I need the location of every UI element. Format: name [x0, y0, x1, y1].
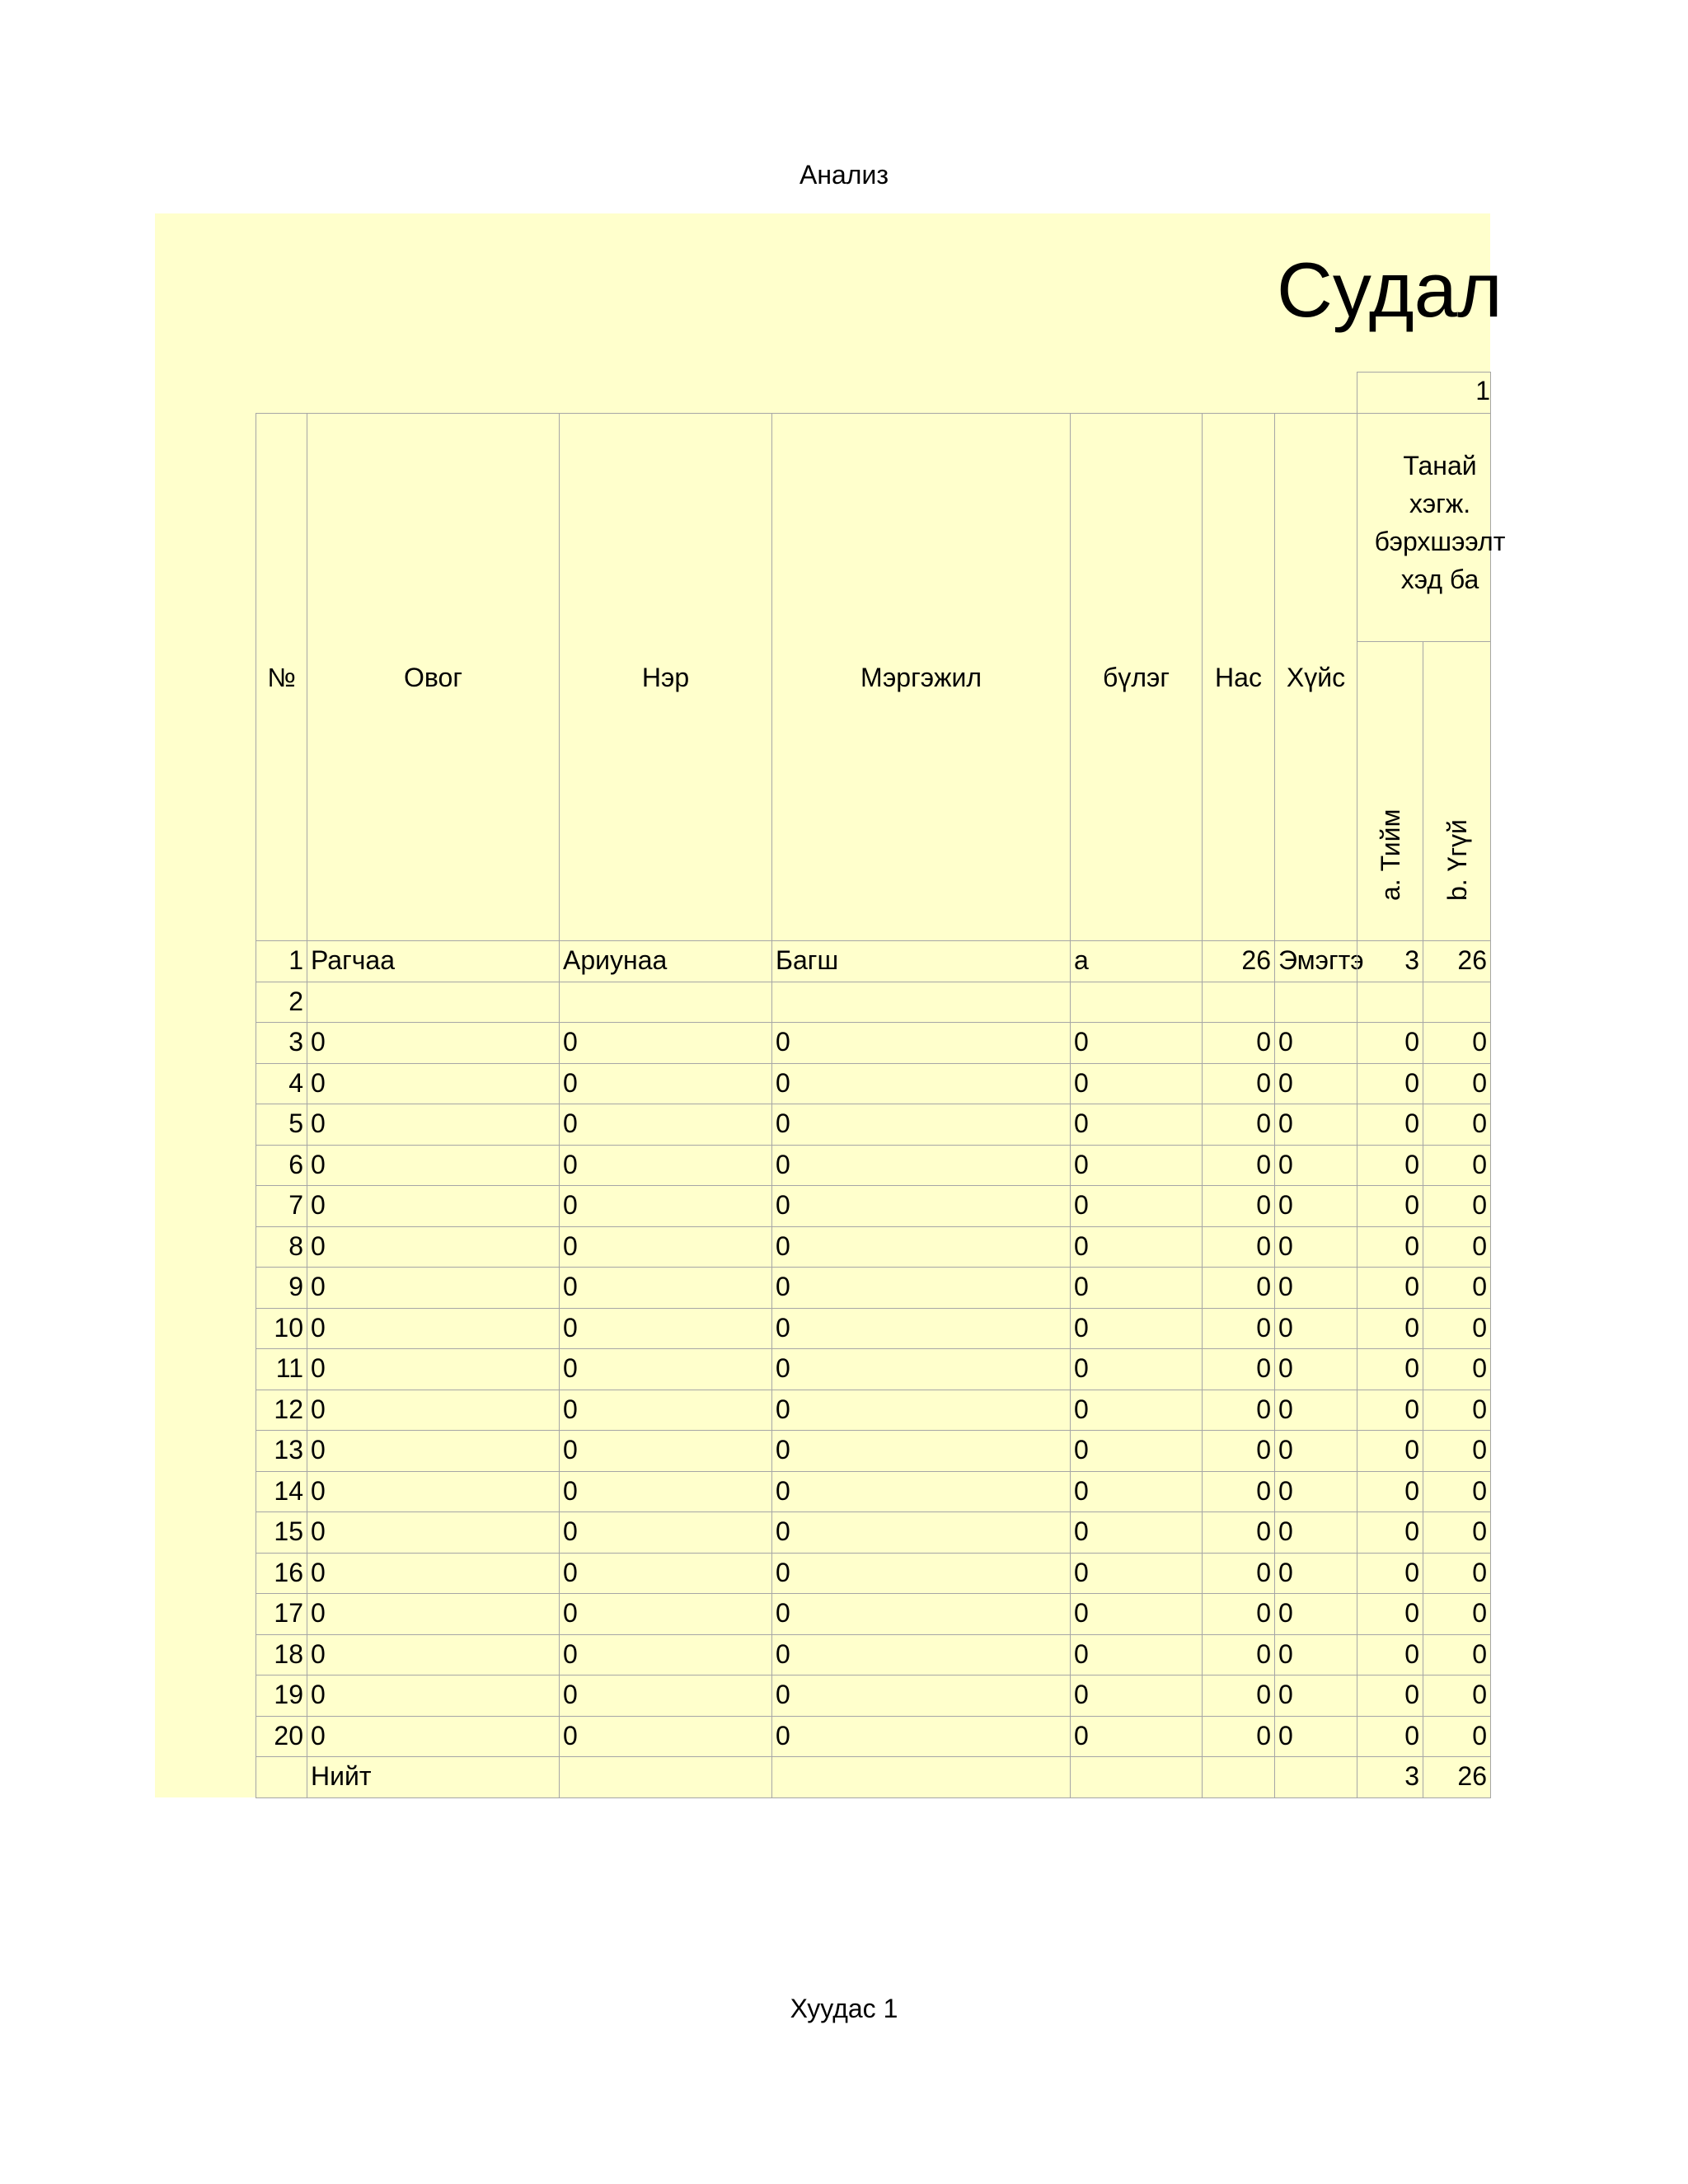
- table-row-col-nas: 0: [1202, 1226, 1275, 1268]
- table-row-col-b-ugui: 26: [1423, 940, 1491, 982]
- table-row-col-mergejil: 0: [771, 1185, 1071, 1227]
- table-row-col-b-ugui: 0: [1423, 1226, 1491, 1268]
- table-row-col-a-tiim: 0: [1357, 1430, 1423, 1472]
- table-row-col-no: 20: [256, 1716, 307, 1758]
- table-row-col-nas: 0: [1202, 1022, 1275, 1064]
- table-row-col-ovog: 0: [307, 1716, 560, 1758]
- col-khuis-header: Хүйс: [1274, 413, 1357, 941]
- table-row-col-ner: 0: [559, 1593, 772, 1635]
- table-row-col-buleg: а: [1070, 940, 1203, 982]
- table-row-col-no: 3: [256, 1022, 307, 1064]
- table-row-col-b-ugui: 0: [1423, 1675, 1491, 1717]
- table-row-col-buleg: 0: [1070, 1634, 1203, 1676]
- question-line: хэгж.: [1409, 489, 1471, 518]
- table-row-col-mergejil: 0: [771, 1063, 1071, 1105]
- table-row-col-mergejil: 0: [771, 1104, 1071, 1146]
- table-row-col-ovog: [307, 982, 560, 1024]
- table-row-col-khuis: 0: [1274, 1308, 1357, 1350]
- table-row-col-ner: 0: [559, 1430, 772, 1472]
- table-row-col-no: 2: [256, 982, 307, 1024]
- table-row-col-a-tiim: 0: [1357, 1063, 1423, 1105]
- table-row-col-buleg: 0: [1070, 1267, 1203, 1309]
- table-row-col-buleg: 0: [1070, 1716, 1203, 1758]
- table-row-col-no: 4: [256, 1063, 307, 1105]
- table-row-col-b-ugui: 0: [1423, 1593, 1491, 1635]
- table-row-col-no: 5: [256, 1104, 307, 1146]
- question-line: хэд ба: [1400, 565, 1479, 594]
- table-row-col-khuis: Эмэгтэ: [1274, 940, 1357, 982]
- table-row-col-nas: 0: [1202, 1185, 1275, 1227]
- table-row-col-mergejil: 0: [771, 1430, 1071, 1472]
- table-row-col-b-ugui: 0: [1423, 1185, 1491, 1227]
- table-row-col-buleg: 0: [1070, 1185, 1203, 1227]
- table-row-col-ovog: 0: [307, 1675, 560, 1717]
- table-row-col-no: 9: [256, 1267, 307, 1309]
- table-row-col-nas: 0: [1202, 1553, 1275, 1595]
- col-a-tiim-header: [1357, 641, 1423, 941]
- total-row-col-nas: [1202, 1756, 1275, 1798]
- table-row-col-no: 16: [256, 1553, 307, 1595]
- table-row-col-buleg: 0: [1070, 1348, 1203, 1390]
- table-row-col-ner: Ариунаа: [559, 940, 772, 982]
- table-row-col-nas: 0: [1202, 1511, 1275, 1554]
- table-row-col-buleg: 0: [1070, 1308, 1203, 1350]
- table-row-col-mergejil: 0: [771, 1593, 1071, 1635]
- table-row-col-no: 1: [256, 940, 307, 982]
- table-row-col-ner: 0: [559, 1675, 772, 1717]
- table-row-col-b-ugui: 0: [1423, 1348, 1491, 1390]
- table-row-col-no: 8: [256, 1226, 307, 1268]
- table-row-col-buleg: 0: [1070, 1104, 1203, 1146]
- table-row-col-ovog: 0: [307, 1104, 560, 1146]
- table-row-col-b-ugui: 0: [1423, 1104, 1491, 1146]
- table-row-col-buleg: 0: [1070, 1471, 1203, 1513]
- table-row-col-mergejil: 0: [771, 1390, 1071, 1432]
- table-row-col-buleg: [1070, 982, 1203, 1024]
- total-row-col-a-tiim: 3: [1357, 1756, 1423, 1798]
- table-row-col-ovog: 0: [307, 1308, 560, 1350]
- table-row-col-khuis: 0: [1274, 1471, 1357, 1513]
- question-line: Танай: [1403, 451, 1477, 480]
- table-row-col-b-ugui: 0: [1423, 1634, 1491, 1676]
- table-row-col-buleg: 0: [1070, 1430, 1203, 1472]
- table-row-col-no: 17: [256, 1593, 307, 1635]
- table-row-col-b-ugui: 0: [1423, 1267, 1491, 1309]
- table-row-col-ovog: 0: [307, 1511, 560, 1554]
- table-row-col-buleg: 0: [1070, 1593, 1203, 1635]
- table-row-col-b-ugui: 0: [1423, 1308, 1491, 1350]
- table-row-col-b-ugui: 0: [1423, 1390, 1491, 1432]
- table-row-col-no: 19: [256, 1675, 307, 1717]
- table-row-col-buleg: 0: [1070, 1675, 1203, 1717]
- table-row-col-nas: 0: [1202, 1308, 1275, 1350]
- col-buleg-header: бүлэг: [1070, 413, 1203, 941]
- table-row-col-ovog: 0: [307, 1185, 560, 1227]
- table-row-col-ner: 0: [559, 1716, 772, 1758]
- table-row-col-a-tiim: 0: [1357, 1716, 1423, 1758]
- table-row-col-b-ugui: 0: [1423, 1145, 1491, 1187]
- table-row-col-a-tiim: 0: [1357, 1226, 1423, 1268]
- table-row-col-khuis: 0: [1274, 1226, 1357, 1268]
- table-row-col-mergejil: 0: [771, 1634, 1071, 1676]
- table-row-col-a-tiim: 0: [1357, 1675, 1423, 1717]
- table-row-col-khuis: 0: [1274, 1145, 1357, 1187]
- table-row-col-ner: 0: [559, 1022, 772, 1064]
- page-header: Анализ: [799, 160, 889, 190]
- table-row-col-ovog: 0: [307, 1226, 560, 1268]
- table-row-col-a-tiim: 3: [1357, 940, 1423, 982]
- table-row-col-a-tiim: 0: [1357, 1145, 1423, 1187]
- total-row-col-no: [256, 1756, 307, 1798]
- table-row-col-mergejil: 0: [771, 1308, 1071, 1350]
- total-row-col-b-ugui: 26: [1423, 1756, 1491, 1798]
- table-row-col-khuis: 0: [1274, 1104, 1357, 1146]
- table-row-col-no: 6: [256, 1145, 307, 1187]
- table-row-col-a-tiim: 0: [1357, 1267, 1423, 1309]
- table-row-col-a-tiim: [1357, 982, 1423, 1024]
- table-row-col-b-ugui: 0: [1423, 1716, 1491, 1758]
- table-row-col-buleg: 0: [1070, 1145, 1203, 1187]
- table-row-col-mergejil: 0: [771, 1022, 1071, 1064]
- table-row-col-a-tiim: 0: [1357, 1634, 1423, 1676]
- table-row-col-buleg: 0: [1070, 1390, 1203, 1432]
- table-row-col-b-ugui: 0: [1423, 1553, 1491, 1595]
- col-nas-header: Нас: [1202, 413, 1275, 941]
- table-row-col-ovog: 0: [307, 1063, 560, 1105]
- table-row-col-buleg: 0: [1070, 1022, 1203, 1064]
- table-row-col-mergejil: 0: [771, 1675, 1071, 1717]
- question-group-number: 1: [1357, 372, 1491, 414]
- table-row-col-mergejil: 0: [771, 1716, 1071, 1758]
- table-row-col-ner: 0: [559, 1267, 772, 1309]
- table-row-col-nas: 0: [1202, 1145, 1275, 1187]
- table-row-col-a-tiim: 0: [1357, 1022, 1423, 1064]
- table-row-col-khuis: 0: [1274, 1348, 1357, 1390]
- table-row-col-a-tiim: 0: [1357, 1471, 1423, 1513]
- question-line: бэрхшээлт: [1374, 527, 1506, 556]
- table-row-col-buleg: 0: [1070, 1553, 1203, 1595]
- table-row-col-mergejil: Багш: [771, 940, 1071, 982]
- table-row-col-khuis: 0: [1274, 1553, 1357, 1595]
- table-row-col-no: 10: [256, 1308, 307, 1350]
- table-row-col-no: 14: [256, 1471, 307, 1513]
- table-row-col-ner: 0: [559, 1145, 772, 1187]
- total-row-col-mergejil: [771, 1756, 1071, 1798]
- table-row-col-a-tiim: 0: [1357, 1553, 1423, 1595]
- table-row-col-ner: 0: [559, 1553, 772, 1595]
- col-a-tiim-header-label: a. Тийм: [1375, 808, 1405, 901]
- table-row-col-no: 7: [256, 1185, 307, 1227]
- table-row-col-no: 15: [256, 1511, 307, 1554]
- table-row-col-mergejil: [771, 982, 1071, 1024]
- table-row-col-mergejil: 0: [771, 1348, 1071, 1390]
- table-row-col-khuis: 0: [1274, 1593, 1357, 1635]
- table-row-col-ner: 0: [559, 1390, 772, 1432]
- table-row-col-ner: 0: [559, 1104, 772, 1146]
- table-row-col-a-tiim: 0: [1357, 1390, 1423, 1432]
- table-row-col-a-tiim: 0: [1357, 1104, 1423, 1146]
- table-row-col-khuis: 0: [1274, 1185, 1357, 1227]
- table-row-col-nas: 0: [1202, 1430, 1275, 1472]
- table-row-col-no: 12: [256, 1390, 307, 1432]
- table-row-col-mergejil: 0: [771, 1267, 1071, 1309]
- table-row-col-a-tiim: 0: [1357, 1185, 1423, 1227]
- col-mergejil-header: Мэргэжил: [771, 413, 1071, 941]
- table-row-col-mergejil: 0: [771, 1553, 1071, 1595]
- table-row-col-nas: [1202, 982, 1275, 1024]
- table-row-col-mergejil: 0: [771, 1511, 1071, 1554]
- table-row-col-ovog: 0: [307, 1553, 560, 1595]
- table-row-col-nas: 0: [1202, 1675, 1275, 1717]
- col-no-header: №: [256, 413, 307, 941]
- table-row-col-khuis: 0: [1274, 1634, 1357, 1676]
- data-table: [256, 372, 1506, 1798]
- table-row-col-b-ugui: 0: [1423, 1063, 1491, 1105]
- table-row-col-ner: 0: [559, 1511, 772, 1554]
- table-row-col-khuis: 0: [1274, 1390, 1357, 1432]
- table-row-col-a-tiim: 0: [1357, 1308, 1423, 1350]
- table-row-col-nas: 0: [1202, 1390, 1275, 1432]
- table-row-col-ner: 0: [559, 1471, 772, 1513]
- table-row-col-buleg: 0: [1070, 1511, 1203, 1554]
- table-row-col-ner: 0: [559, 1185, 772, 1227]
- table-row-col-nas: 0: [1202, 1634, 1275, 1676]
- col-b-ugui-header: [1423, 641, 1491, 941]
- table-row-col-khuis: 0: [1274, 1063, 1357, 1105]
- table-row-col-nas: 0: [1202, 1348, 1275, 1390]
- question-text: [1357, 447, 1522, 598]
- table-row-col-b-ugui: 0: [1423, 1511, 1491, 1554]
- total-row-col-khuis: [1274, 1756, 1357, 1798]
- table-row-col-khuis: 0: [1274, 1267, 1357, 1309]
- table-row-col-nas: 0: [1202, 1593, 1275, 1635]
- table-row-col-ner: 0: [559, 1348, 772, 1390]
- table-row-col-ovog: 0: [307, 1471, 560, 1513]
- table-row-col-no: 18: [256, 1634, 307, 1676]
- table-row-col-a-tiim: 0: [1357, 1593, 1423, 1635]
- col-ovog-header: Овог: [307, 413, 560, 941]
- table-row-col-mergejil: 0: [771, 1226, 1071, 1268]
- table-row-col-ovog: 0: [307, 1348, 560, 1390]
- table-row-col-ovog: 0: [307, 1022, 560, 1064]
- table-row-col-b-ugui: 0: [1423, 1430, 1491, 1472]
- total-row-col-ovog: Нийт: [307, 1756, 560, 1798]
- table-row-col-no: 11: [256, 1348, 307, 1390]
- table-row-col-buleg: 0: [1070, 1063, 1203, 1105]
- table-row-col-ner: 0: [559, 1063, 772, 1105]
- table-row-col-khuis: 0: [1274, 1716, 1357, 1758]
- table-row-col-nas: 0: [1202, 1063, 1275, 1105]
- total-row-col-ner: [559, 1756, 772, 1798]
- table-row-col-khuis: 0: [1274, 1430, 1357, 1472]
- table-row-col-khuis: [1274, 982, 1357, 1024]
- sheet-title: Судал: [1277, 246, 1503, 333]
- table-row-col-b-ugui: 0: [1423, 1471, 1491, 1513]
- table-row-col-ner: [559, 982, 772, 1024]
- total-row-col-buleg: [1070, 1756, 1203, 1798]
- table-row-col-buleg: 0: [1070, 1226, 1203, 1268]
- table-row-col-khuis: 0: [1274, 1675, 1357, 1717]
- col-ner-header: Нэр: [559, 413, 772, 941]
- table-row-col-mergejil: 0: [771, 1471, 1071, 1513]
- table-row-col-ovog: Рагчаа: [307, 940, 560, 982]
- table-row-col-a-tiim: 0: [1357, 1348, 1423, 1390]
- table-row-col-ovog: 0: [307, 1390, 560, 1432]
- table-row-col-no: 13: [256, 1430, 307, 1472]
- table-row-col-ovog: 0: [307, 1634, 560, 1676]
- page-footer: Хуудас 1: [790, 1994, 898, 2023]
- table-row-col-a-tiim: 0: [1357, 1511, 1423, 1554]
- table-row-col-ovog: 0: [307, 1267, 560, 1309]
- table-row-col-mergejil: 0: [771, 1145, 1071, 1187]
- table-row-col-ovog: 0: [307, 1145, 560, 1187]
- col-b-ugui-header-label: b. Үгүй: [1442, 819, 1472, 901]
- question-header: [1357, 413, 1506, 642]
- table-row-col-nas: 0: [1202, 1716, 1275, 1758]
- table-row-col-b-ugui: [1423, 982, 1491, 1024]
- table-row-col-ner: 0: [559, 1308, 772, 1350]
- table-row-col-nas: 26: [1202, 940, 1275, 982]
- table-row-col-b-ugui: 0: [1423, 1022, 1491, 1064]
- table-row-col-ovog: 0: [307, 1430, 560, 1472]
- table-row-col-ner: 0: [559, 1634, 772, 1676]
- table-row-col-ovog: 0: [307, 1593, 560, 1635]
- table-row-col-nas: 0: [1202, 1104, 1275, 1146]
- table-row-col-ner: 0: [559, 1226, 772, 1268]
- table-row-col-nas: 0: [1202, 1267, 1275, 1309]
- table-row-col-khuis: 0: [1274, 1022, 1357, 1064]
- table-row-col-nas: 0: [1202, 1471, 1275, 1513]
- table-row-col-khuis: 0: [1274, 1511, 1357, 1554]
